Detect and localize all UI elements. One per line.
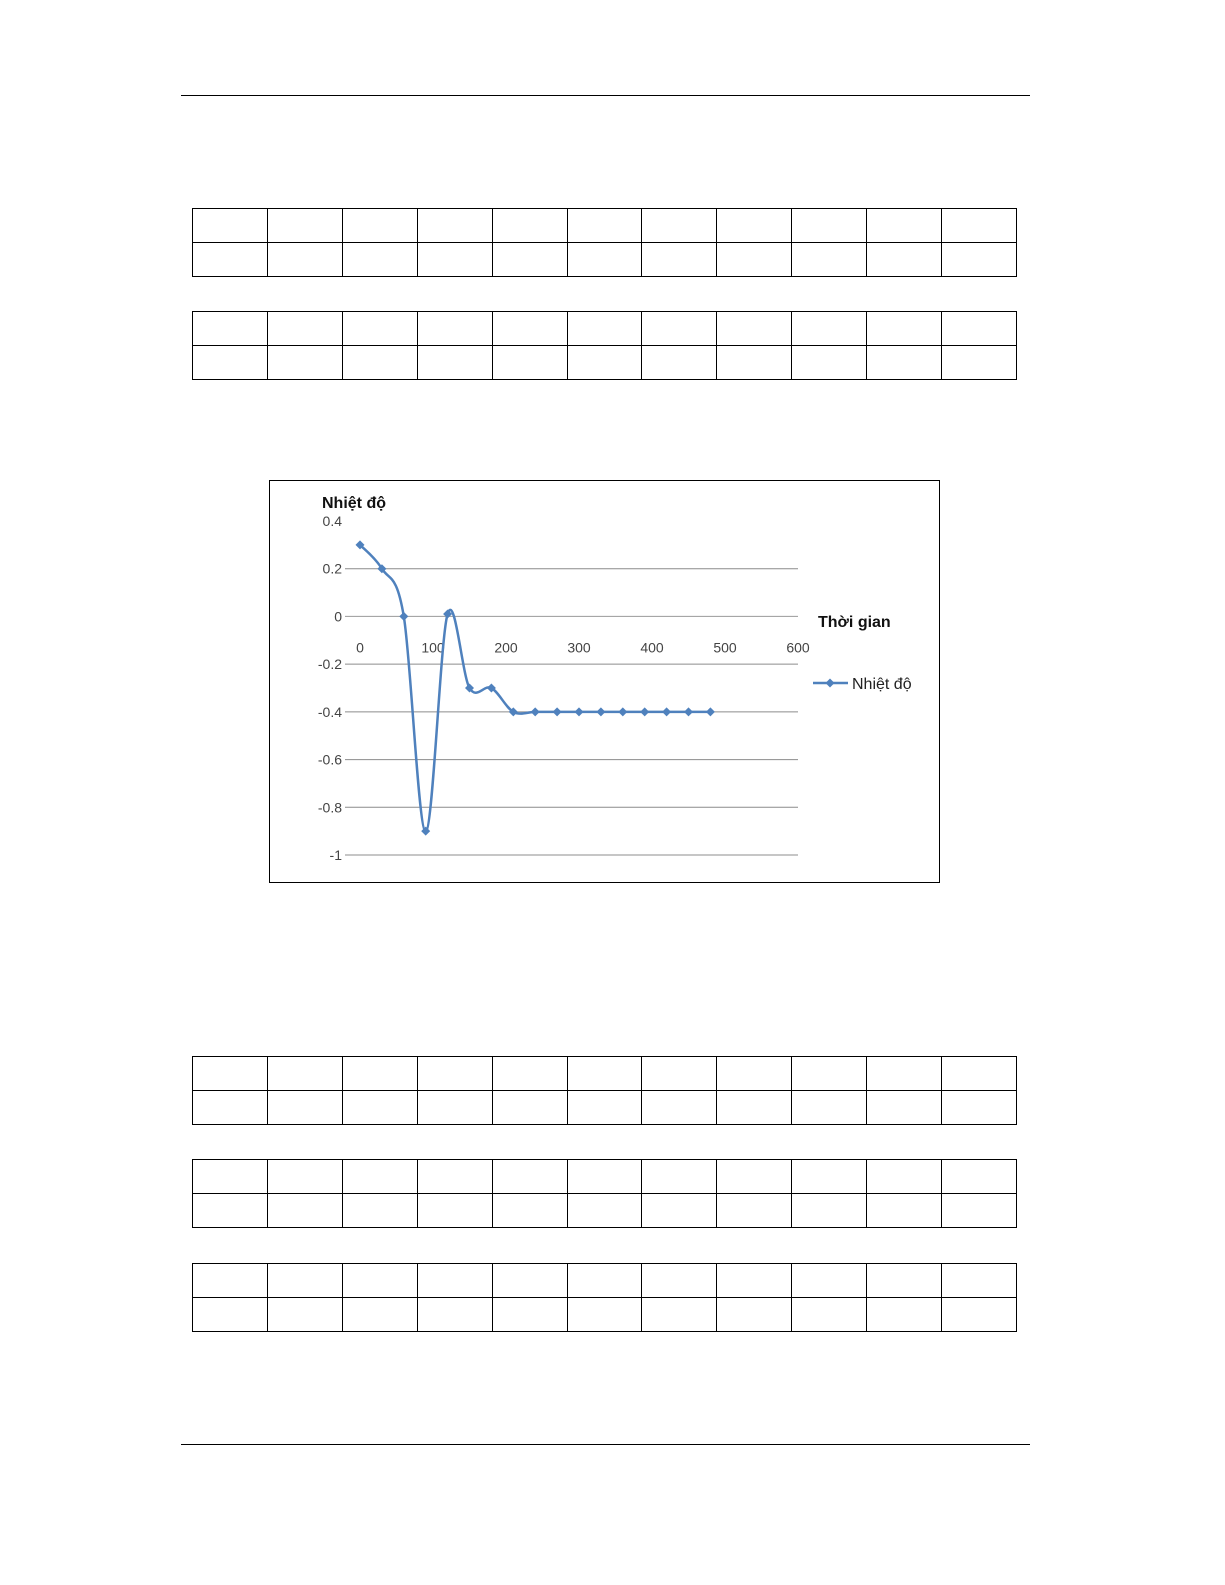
table-cell [267,1194,342,1228]
table-cell [867,243,942,277]
empty-table-3 [192,1056,1017,1125]
table-cell [267,1057,342,1091]
table-cell [193,1264,268,1298]
table-cell [492,243,567,277]
data-point [596,707,605,716]
table-cell [267,243,342,277]
y-tick-labels [318,513,342,863]
table-cell [867,1091,942,1125]
table-cell [792,209,867,243]
table-cell [193,243,268,277]
data-point [662,707,671,716]
table-cell [717,346,792,380]
y-tick-label: 0 [334,608,342,625]
table-row [193,209,1017,243]
table-row [193,1057,1017,1091]
table-cell [717,1057,792,1091]
table-cell [193,1160,268,1194]
table-cell [567,1160,642,1194]
table-cell [193,312,268,346]
legend [813,676,912,693]
data-point [706,707,715,716]
empty-table-2 [192,311,1017,380]
table-row [193,1264,1017,1298]
table-cell [867,1194,942,1228]
table-cell [492,312,567,346]
chart-frame [269,480,940,883]
table-cell [193,346,268,380]
table-cell [792,1057,867,1091]
table-cell [867,209,942,243]
table-cell [567,243,642,277]
table-cell [342,1160,417,1194]
table-cell [193,1298,268,1332]
table-cell [642,346,717,380]
x-tick-label: 0 [356,639,364,656]
table-cell [567,1091,642,1125]
table-cell [942,346,1017,380]
x-tick-labels [356,639,810,655]
table-cell [567,209,642,243]
table-cell [267,346,342,380]
table-cell [642,1091,717,1125]
table-cell [942,1091,1017,1125]
table-cell [492,209,567,243]
table-cell [267,1298,342,1332]
data-point [575,707,584,716]
table-cell [567,1264,642,1298]
table-cell [342,209,417,243]
table-cell [417,312,492,346]
table-cell [717,1264,792,1298]
table-row [193,1194,1017,1228]
table-cell [417,1264,492,1298]
table-cell [492,346,567,380]
table-cell [417,243,492,277]
table-cell [792,346,867,380]
table-cell [417,1160,492,1194]
table-cell [567,1057,642,1091]
legend-marker [826,679,835,688]
table-cell [717,1298,792,1332]
table-cell [942,312,1017,346]
table-cell [193,1091,268,1125]
table-cell [342,1091,417,1125]
table-cell [867,346,942,380]
data-point [399,612,408,621]
data-point [618,707,627,716]
x-tick-label: 200 [494,639,518,656]
table-cell [642,1057,717,1091]
table-cell [642,1194,717,1228]
table-cell [193,1057,268,1091]
empty-table-1 [192,208,1017,277]
table-row [193,312,1017,346]
empty-table-4 [192,1159,1017,1228]
table-cell [642,312,717,346]
x-tick-label: 600 [786,639,810,656]
y-tick-label: -0.2 [317,656,342,673]
temperature-chart [270,481,941,884]
table-cell [792,1194,867,1228]
table-cell [342,1194,417,1228]
table-cell [342,1057,417,1091]
table-cell [942,209,1017,243]
data-point [553,707,562,716]
table-row [193,243,1017,277]
data-point [640,707,649,716]
table-cell [567,312,642,346]
table-cell [267,209,342,243]
table-cell [942,243,1017,277]
table-cell [717,209,792,243]
table-cell [867,1057,942,1091]
y-tick-label: 0.4 [322,513,342,529]
table-cell [942,1160,1017,1194]
table-cell [792,312,867,346]
table-cell [717,243,792,277]
table-cell [567,1298,642,1332]
table-cell [267,1264,342,1298]
table-cell [792,1160,867,1194]
table-cell [642,1160,717,1194]
table-cell [942,1194,1017,1228]
table-cell [792,1091,867,1125]
table-cell [417,1298,492,1332]
y-tick-label: -0.6 [317,751,342,768]
table-cell [867,312,942,346]
x-tick-label: 500 [713,639,737,656]
table-row [193,1298,1017,1332]
table-cell [492,1057,567,1091]
table-cell [867,1264,942,1298]
y-axis-title: Nhiệt độ [322,495,386,512]
data-point [684,707,693,716]
table-cell [417,1057,492,1091]
table-cell [567,346,642,380]
table-cell [342,346,417,380]
table-row [193,1160,1017,1194]
table-cell [492,1160,567,1194]
table-cell [867,1160,942,1194]
table-cell [792,1298,867,1332]
x-tick-label: 400 [640,639,664,656]
table-cell [417,346,492,380]
table-cell [342,243,417,277]
legend-label: Nhiệt độ [852,676,912,693]
table-row [193,346,1017,380]
table-cell [417,209,492,243]
table-cell [792,243,867,277]
data-point [531,707,540,716]
table-cell [492,1298,567,1332]
table-cell [792,1264,867,1298]
table-cell [567,1194,642,1228]
y-tick-label: 0.2 [322,560,342,577]
table-cell [867,1298,942,1332]
data-point [421,827,430,836]
series-layer [356,540,715,835]
header-rule [181,95,1030,96]
table-cell [717,312,792,346]
table-cell [342,1264,417,1298]
y-tick-label: -0.4 [317,703,342,720]
table-cell [642,1298,717,1332]
table-cell [642,1264,717,1298]
x-tick-label: 100 [421,639,445,656]
table-cell [717,1194,792,1228]
footer-rule [181,1444,1030,1445]
table-row [193,1091,1017,1125]
table-cell [717,1160,792,1194]
table-cell [342,312,417,346]
series-line [360,545,710,831]
table-cell [492,1264,567,1298]
table-cell [492,1091,567,1125]
table-cell [942,1057,1017,1091]
x-tick-label: 300 [567,639,591,656]
table-cell [193,1194,268,1228]
table-cell [642,209,717,243]
table-cell [642,243,717,277]
table-cell [942,1298,1017,1332]
y-tick-label: -0.8 [317,799,342,816]
table-cell [267,1091,342,1125]
table-cell [942,1264,1017,1298]
x-axis-title: Thời gian [818,614,891,631]
table-cell [417,1091,492,1125]
table-cell [492,1194,567,1228]
table-cell [342,1298,417,1332]
table-cell [717,1091,792,1125]
y-tick-label: -1 [329,847,342,863]
table-cell [193,209,268,243]
table-cell [417,1194,492,1228]
table-cell [267,1160,342,1194]
table-cell [267,312,342,346]
empty-table-5 [192,1263,1017,1332]
